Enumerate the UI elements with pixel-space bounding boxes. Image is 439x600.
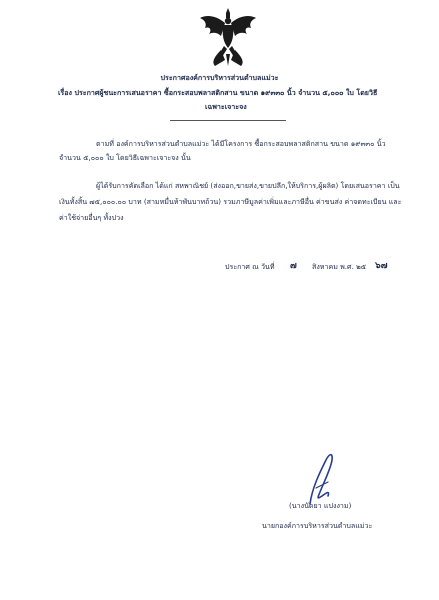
paragraph-2-line-3: ค่าใช้จ่ายอื่นๆ ทั้งปวง [59,213,124,222]
paragraph-2-line-1: ผู้ได้รับการคัดเลือก ได้แก่ สหพาณิชย์ (ส่งออก,ขายส่ง,ขายปลีก,ให้บริการ,ผู้ผลิต) โดยเสนอราคา เป็น [96,181,400,190]
signatory-name: (นางนัดยา แปงงาม) [289,501,352,510]
subject-label: เรื่อง [58,88,72,97]
organization-title: ประกาศองค์การบริหารส่วนตำบลแม่วะ [160,73,279,82]
paragraph-1-line-1: ตามที่ องค์การบริหารส่วนตำบลแม่วะ ได้มีโครงการ ซื้อกระสอบพลาสติกสาน ขนาด ๑๙๓๓๐ นิ้ว [96,139,386,148]
subject-text: ประกาศผู้ชนะการเสนอราคา ซื้อกระสอบพลาสติกสาน ขนาด ๑๙๓๓๐ นิ้ว จำนวน ๕,๐๐๐ ใบ โดยวิธี [74,88,378,97]
announcement-year-tail: ๖๗ [375,261,388,271]
announcement-date-prefix: ประกาศ ณ วันที่ [225,262,275,271]
subject-line [58,88,377,98]
handwritten-signature-icon [306,448,338,508]
paragraph-1-line-2: จำนวน ๕,๐๐๐ ใบ โดยวิธีเฉพาะเจาะจง นั้น [59,153,191,162]
announcement-month-year: สิงหาคม พ.ศ. ๒๕ [312,262,367,271]
paragraph-2-line-2: เงินทั้งสิ้น ๗๕,๐๐๐.๐๐ บาท (สามหมื่นห้าพันบาทถ้วน) รวมภาษีมูลค่าเพิ่มและภาษีอื่น ค่าขนส่ง ค่าจดทะเบียน และ [59,197,402,206]
garuda-emblem-icon [197,6,259,68]
announcement-day: ๗ [290,261,297,271]
subject-continuation: เฉพาะเจาะจง [205,102,247,111]
divider-line [170,120,286,121]
signatory-position: นายกองค์การบริหารส่วนตำบลแม่วะ [262,521,373,530]
